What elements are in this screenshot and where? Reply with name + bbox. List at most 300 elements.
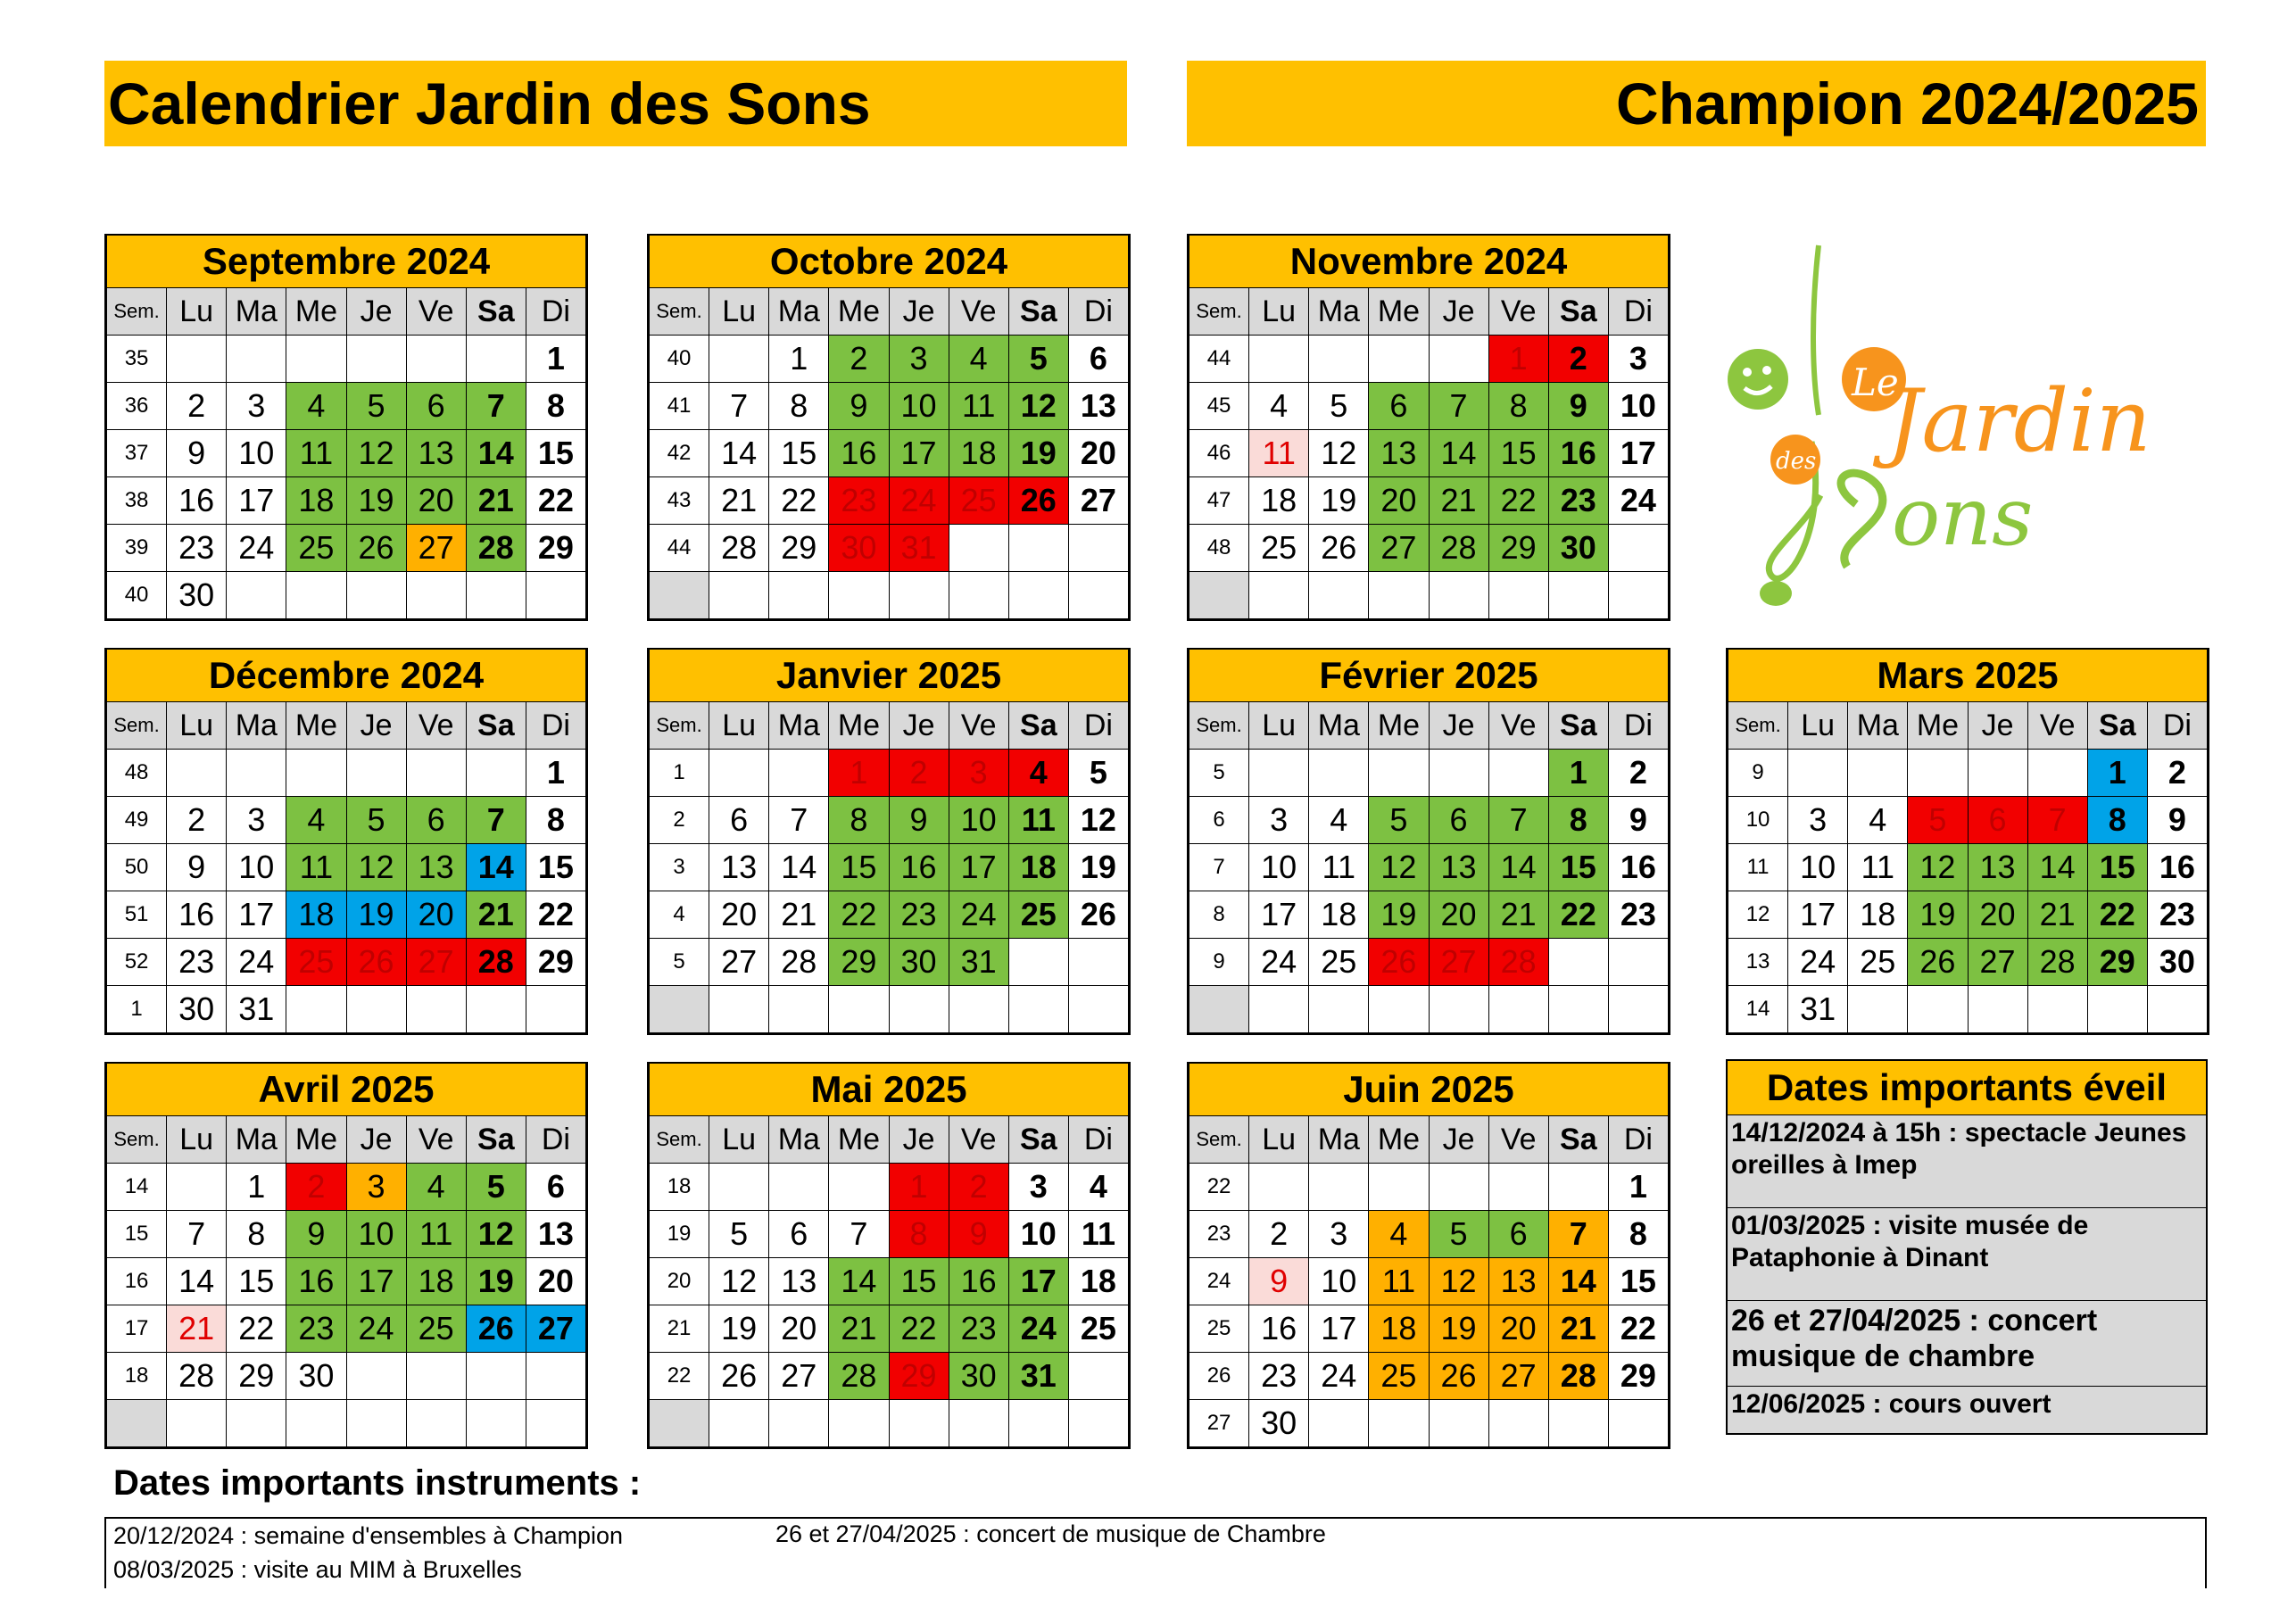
- week-row: [1189, 477, 1669, 525]
- day-cell: 3: [889, 336, 949, 383]
- day-cell: 14: [709, 430, 769, 477]
- week-number: 8: [1189, 891, 1249, 939]
- instruments-dates-title: Dates importants instruments :: [113, 1463, 642, 1503]
- day-cell: [769, 1164, 829, 1211]
- day-cell: 15: [526, 430, 585, 477]
- day-cell: 13: [406, 430, 466, 477]
- weekday-header: Sa: [2087, 702, 2147, 750]
- day-cell: [949, 1400, 1008, 1447]
- month-calendar: [104, 234, 588, 621]
- day-cell: 4: [1008, 750, 1068, 797]
- day-cell: [2027, 986, 2087, 1033]
- day-cell: [1488, 1164, 1548, 1211]
- day-cell: 27: [1968, 939, 2027, 986]
- week-row: [107, 336, 586, 383]
- day-cell: [829, 986, 889, 1033]
- day-cell: [1008, 986, 1068, 1033]
- weekday-header: Di: [1068, 702, 1128, 750]
- day-cell: [769, 750, 829, 797]
- day-cell: [346, 986, 406, 1033]
- day-cell: 2: [167, 383, 227, 430]
- weekday-header: Sa: [466, 1116, 526, 1164]
- day-cell: 8: [1548, 797, 1608, 844]
- day-cell: [829, 1164, 889, 1211]
- weekday-header: Lu: [709, 702, 769, 750]
- week-number: 10: [1728, 797, 1788, 844]
- day-cell: 19: [1429, 1305, 1488, 1353]
- weekday-header: Me: [1908, 702, 1968, 750]
- weekday-header: Di: [1068, 288, 1128, 336]
- day-cell: [167, 1164, 227, 1211]
- day-cell: 10: [949, 797, 1008, 844]
- day-cell: [1788, 750, 1848, 797]
- day-cell: 16: [167, 891, 227, 939]
- week-number: 21: [650, 1305, 709, 1353]
- day-cell: 18: [1008, 844, 1068, 891]
- week-number: 3: [650, 844, 709, 891]
- day-cell: 30: [1548, 525, 1608, 572]
- day-cell: 15: [829, 844, 889, 891]
- day-cell: [1608, 1400, 1668, 1447]
- day-cell: [1548, 572, 1608, 619]
- week-row: [1189, 1305, 1669, 1353]
- day-cell: 16: [1548, 430, 1608, 477]
- day-cell: 6: [769, 1211, 829, 1258]
- day-cell: 18: [1848, 891, 1908, 939]
- day-cell: [1429, 1164, 1488, 1211]
- weekday-header: Ma: [769, 702, 829, 750]
- week-number: 22: [650, 1353, 709, 1400]
- day-cell: 20: [769, 1305, 829, 1353]
- day-cell: 29: [769, 525, 829, 572]
- day-cell: [1429, 986, 1488, 1033]
- day-cell: 26: [346, 939, 406, 986]
- week-number: 18: [650, 1164, 709, 1211]
- week-row: [650, 1164, 1129, 1211]
- weekday-header: Di: [526, 288, 585, 336]
- day-cell: 12: [346, 844, 406, 891]
- day-cell: 8: [1608, 1211, 1668, 1258]
- day-cell: [406, 750, 466, 797]
- day-cell: 17: [1309, 1305, 1369, 1353]
- week-number: 14: [107, 1164, 167, 1211]
- day-cell: 10: [1309, 1258, 1369, 1305]
- week-row: [1189, 1211, 1669, 1258]
- day-cell: 6: [1068, 336, 1128, 383]
- week-row: [650, 797, 1129, 844]
- day-cell: [1548, 986, 1608, 1033]
- week-number: 1: [107, 986, 167, 1033]
- day-cell: 30: [2147, 939, 2207, 986]
- smiley-icon: [1728, 349, 1788, 410]
- day-cell: 12: [466, 1211, 526, 1258]
- day-cell: [1488, 750, 1548, 797]
- day-cell: [1249, 336, 1309, 383]
- day-cell: 21: [1548, 1305, 1608, 1353]
- weekday-header: Lu: [167, 1116, 227, 1164]
- day-cell: 9: [1548, 383, 1608, 430]
- weekday-header: Sa: [1008, 288, 1068, 336]
- day-cell: 13: [526, 1211, 585, 1258]
- day-cell: [466, 1353, 526, 1400]
- weekday-header: Lu: [1249, 1116, 1309, 1164]
- day-cell: 17: [227, 891, 286, 939]
- week-number-header: Sem.: [1189, 1116, 1249, 1164]
- day-cell: 26: [346, 525, 406, 572]
- day-cell: 31: [889, 525, 949, 572]
- day-cell: 8: [1488, 383, 1548, 430]
- day-cell: 7: [1488, 797, 1548, 844]
- day-cell: 18: [1309, 891, 1369, 939]
- day-cell: 23: [286, 1305, 346, 1353]
- day-cell: [1309, 750, 1369, 797]
- day-cell: [346, 336, 406, 383]
- day-cell: 3: [1249, 797, 1309, 844]
- day-cell: 27: [1488, 1353, 1548, 1400]
- day-cell: 15: [526, 844, 585, 891]
- week-number: 7: [1189, 844, 1249, 891]
- instruments-date-item: 26 et 27/04/2025 : concert de musique de Chambre: [775, 1520, 1326, 1547]
- day-cell: [829, 1400, 889, 1447]
- day-cell: 5: [1008, 336, 1068, 383]
- day-cell: 28: [1429, 525, 1488, 572]
- day-cell: [1848, 750, 1908, 797]
- week-row: [1189, 336, 1669, 383]
- day-cell: 9: [2147, 797, 2207, 844]
- weekday-header: Je: [346, 1116, 406, 1164]
- day-cell: 18: [1249, 477, 1309, 525]
- day-cell: 20: [406, 891, 466, 939]
- week-number: 9: [1728, 750, 1788, 797]
- day-cell: 4: [1848, 797, 1908, 844]
- day-cell: 28: [167, 1353, 227, 1400]
- day-cell: 24: [1788, 939, 1848, 986]
- week-row: [1189, 572, 1669, 619]
- day-cell: [227, 1400, 286, 1447]
- week-number: [650, 986, 709, 1033]
- day-cell: [769, 1400, 829, 1447]
- weekday-header: Ma: [1309, 702, 1369, 750]
- week-row: [650, 525, 1129, 572]
- day-cell: 23: [949, 1305, 1008, 1353]
- day-cell: [406, 336, 466, 383]
- day-cell: 4: [949, 336, 1008, 383]
- day-cell: [829, 572, 889, 619]
- day-cell: [1429, 1400, 1488, 1447]
- weekday-header: Ma: [227, 1116, 286, 1164]
- day-cell: [2087, 986, 2147, 1033]
- day-cell: 2: [829, 336, 889, 383]
- instruments-dates-box: [104, 1517, 2207, 1588]
- day-cell: 29: [227, 1353, 286, 1400]
- day-cell: [2147, 986, 2207, 1033]
- weekday-header: Sa: [1548, 702, 1608, 750]
- weekday-header: Ve: [1488, 288, 1548, 336]
- week-number: 36: [107, 383, 167, 430]
- week-number: 6: [1189, 797, 1249, 844]
- day-cell: 21: [709, 477, 769, 525]
- day-cell: [1908, 750, 1968, 797]
- week-row: [107, 383, 586, 430]
- day-cell: [227, 336, 286, 383]
- day-cell: 7: [167, 1211, 227, 1258]
- day-cell: 22: [1608, 1305, 1668, 1353]
- weekday-header: Ve: [949, 702, 1008, 750]
- day-cell: 22: [526, 477, 585, 525]
- day-cell: 7: [2027, 797, 2087, 844]
- day-cell: [466, 750, 526, 797]
- week-number: 44: [650, 525, 709, 572]
- day-cell: 24: [1008, 1305, 1068, 1353]
- day-cell: 17: [1249, 891, 1309, 939]
- day-cell: 11: [1008, 797, 1068, 844]
- day-cell: 9: [1608, 797, 1668, 844]
- day-cell: 19: [1008, 430, 1068, 477]
- day-cell: 3: [949, 750, 1008, 797]
- day-cell: 7: [466, 383, 526, 430]
- eveil-date-item: 26 et 27/04/2025 : concert musique de chambre: [1728, 1301, 2206, 1387]
- day-cell: 19: [466, 1258, 526, 1305]
- day-cell: 31: [1008, 1353, 1068, 1400]
- day-cell: 25: [286, 939, 346, 986]
- day-cell: 6: [406, 383, 466, 430]
- day-cell: 11: [949, 383, 1008, 430]
- day-cell: [1608, 525, 1668, 572]
- month-calendar: [647, 1062, 1131, 1449]
- day-cell: 14: [1548, 1258, 1608, 1305]
- day-cell: 26: [1369, 939, 1429, 986]
- weekday-header: Je: [346, 288, 406, 336]
- day-cell: [1249, 986, 1309, 1033]
- day-cell: 19: [1309, 477, 1369, 525]
- day-cell: 20: [1068, 430, 1128, 477]
- day-cell: 31: [227, 986, 286, 1033]
- day-cell: 15: [889, 1258, 949, 1305]
- weekday-header: Ma: [1309, 1116, 1369, 1164]
- day-cell: 4: [1249, 383, 1309, 430]
- week-row: [650, 939, 1129, 986]
- day-cell: 28: [709, 525, 769, 572]
- weekday-header: Ma: [1848, 702, 1908, 750]
- weekday-header: Je: [889, 702, 949, 750]
- day-cell: 29: [526, 525, 585, 572]
- weekday-header: Je: [346, 702, 406, 750]
- day-cell: [286, 572, 346, 619]
- day-cell: [286, 986, 346, 1033]
- day-cell: [709, 1164, 769, 1211]
- day-cell: 8: [526, 383, 585, 430]
- day-cell: 10: [1608, 383, 1668, 430]
- day-cell: 16: [829, 430, 889, 477]
- week-number: 22: [1189, 1164, 1249, 1211]
- day-cell: [1488, 986, 1548, 1033]
- day-cell: 24: [227, 525, 286, 572]
- day-cell: 28: [466, 525, 526, 572]
- day-cell: 1: [889, 1164, 949, 1211]
- day-cell: 17: [889, 430, 949, 477]
- week-number: 15: [107, 1211, 167, 1258]
- week-row: [1728, 986, 2208, 1033]
- day-cell: 30: [167, 986, 227, 1033]
- day-cell: [1548, 1400, 1608, 1447]
- day-cell: 24: [1608, 477, 1668, 525]
- day-cell: 16: [889, 844, 949, 891]
- week-row: [650, 1353, 1129, 1400]
- day-cell: 19: [346, 477, 406, 525]
- weekday-header: Sa: [1548, 288, 1608, 336]
- day-cell: 24: [1309, 1353, 1369, 1400]
- day-cell: 15: [1488, 430, 1548, 477]
- day-cell: [1488, 572, 1548, 619]
- day-cell: 10: [889, 383, 949, 430]
- week-number: 40: [650, 336, 709, 383]
- day-cell: 7: [829, 1211, 889, 1258]
- day-cell: 22: [889, 1305, 949, 1353]
- weekday-header: Di: [526, 702, 585, 750]
- month-title: Avril 2025: [107, 1064, 586, 1116]
- week-number: [1189, 986, 1249, 1033]
- day-cell: 6: [1968, 797, 2027, 844]
- week-number-header: Sem.: [650, 1116, 709, 1164]
- day-cell: [709, 750, 769, 797]
- jardin-des-sons-logo: [1722, 236, 2186, 620]
- day-cell: 6: [1488, 1211, 1548, 1258]
- day-cell: 6: [406, 797, 466, 844]
- week-number: 19: [650, 1211, 709, 1258]
- day-cell: [1068, 1400, 1128, 1447]
- day-cell: 20: [406, 477, 466, 525]
- day-cell: [1068, 986, 1128, 1033]
- weekday-header: Me: [829, 702, 889, 750]
- week-row: [650, 1258, 1129, 1305]
- day-cell: 5: [1369, 797, 1429, 844]
- day-cell: [1309, 1400, 1369, 1447]
- day-cell: [709, 986, 769, 1033]
- weekday-header: Di: [2147, 702, 2207, 750]
- day-cell: [406, 986, 466, 1033]
- day-cell: [466, 336, 526, 383]
- week-row: [650, 336, 1129, 383]
- day-cell: [1429, 336, 1488, 383]
- week-row: [1728, 939, 2208, 986]
- month-calendar: [1187, 234, 1670, 621]
- day-cell: [286, 336, 346, 383]
- week-row: [107, 525, 586, 572]
- week-number: 44: [1189, 336, 1249, 383]
- day-cell: 11: [286, 430, 346, 477]
- week-number: 23: [1189, 1211, 1249, 1258]
- day-cell: 8: [227, 1211, 286, 1258]
- day-cell: [346, 750, 406, 797]
- week-row: [1189, 430, 1669, 477]
- day-cell: 16: [167, 477, 227, 525]
- month-calendar: [1187, 648, 1670, 1035]
- day-cell: 8: [889, 1211, 949, 1258]
- day-cell: [167, 1400, 227, 1447]
- day-cell: 26: [1008, 477, 1068, 525]
- week-row: [107, 986, 586, 1033]
- day-cell: 15: [1608, 1258, 1668, 1305]
- day-cell: 9: [167, 844, 227, 891]
- day-cell: 2: [949, 1164, 1008, 1211]
- eveil-date-item: 14/12/2024 à 15h : spectacle Jeunes oreilles à Imep: [1728, 1115, 2206, 1208]
- day-cell: [1608, 986, 1668, 1033]
- day-cell: [2027, 750, 2087, 797]
- week-number: 37: [107, 430, 167, 477]
- day-cell: 21: [167, 1305, 227, 1353]
- day-cell: 18: [1068, 1258, 1128, 1305]
- day-cell: 18: [286, 477, 346, 525]
- svg-text:des: des: [1776, 448, 1817, 475]
- month-title: Septembre 2024: [107, 236, 586, 288]
- day-cell: 23: [829, 477, 889, 525]
- week-number-header: Sem.: [1189, 702, 1249, 750]
- day-cell: 12: [709, 1258, 769, 1305]
- week-number: 4: [650, 891, 709, 939]
- weekday-header: Me: [829, 1116, 889, 1164]
- day-cell: 6: [526, 1164, 585, 1211]
- day-cell: 29: [2087, 939, 2147, 986]
- weekday-header: Ve: [1488, 702, 1548, 750]
- week-number: 41: [650, 383, 709, 430]
- weekday-header: Ve: [406, 288, 466, 336]
- day-cell: 12: [346, 430, 406, 477]
- day-cell: 17: [949, 844, 1008, 891]
- day-cell: 9: [889, 797, 949, 844]
- weekday-header: Me: [286, 1116, 346, 1164]
- week-number: 39: [107, 525, 167, 572]
- day-cell: 14: [769, 844, 829, 891]
- week-number: 27: [1189, 1400, 1249, 1447]
- day-cell: 17: [1788, 891, 1848, 939]
- day-cell: 21: [829, 1305, 889, 1353]
- day-cell: 20: [1369, 477, 1429, 525]
- day-cell: 27: [1429, 939, 1488, 986]
- day-cell: 8: [2087, 797, 2147, 844]
- week-number: 52: [107, 939, 167, 986]
- day-cell: 27: [1369, 525, 1429, 572]
- weekday-header: Je: [889, 1116, 949, 1164]
- day-cell: 7: [1429, 383, 1488, 430]
- week-number-header: Sem.: [650, 288, 709, 336]
- day-cell: 4: [286, 383, 346, 430]
- day-cell: 25: [1369, 1353, 1429, 1400]
- day-cell: 25: [1309, 939, 1369, 986]
- day-cell: 2: [2147, 750, 2207, 797]
- day-cell: 22: [526, 891, 585, 939]
- weekday-header: Ve: [949, 288, 1008, 336]
- day-cell: 9: [1249, 1258, 1309, 1305]
- week-number: 51: [107, 891, 167, 939]
- day-cell: 25: [1848, 939, 1908, 986]
- day-cell: 21: [466, 477, 526, 525]
- day-cell: 25: [1068, 1305, 1128, 1353]
- week-number: 18: [107, 1353, 167, 1400]
- weekday-header: Me: [1369, 702, 1429, 750]
- month-calendar: [104, 648, 588, 1035]
- month-calendar: [1726, 648, 2209, 1035]
- day-cell: 7: [466, 797, 526, 844]
- week-row: [107, 477, 586, 525]
- weekday-header: Di: [1608, 288, 1668, 336]
- day-cell: 22: [1488, 477, 1548, 525]
- day-cell: [526, 1353, 585, 1400]
- day-cell: 21: [1429, 477, 1488, 525]
- week-row: [107, 572, 586, 619]
- day-cell: [1968, 986, 2027, 1033]
- week-number: 17: [107, 1305, 167, 1353]
- week-row: [107, 844, 586, 891]
